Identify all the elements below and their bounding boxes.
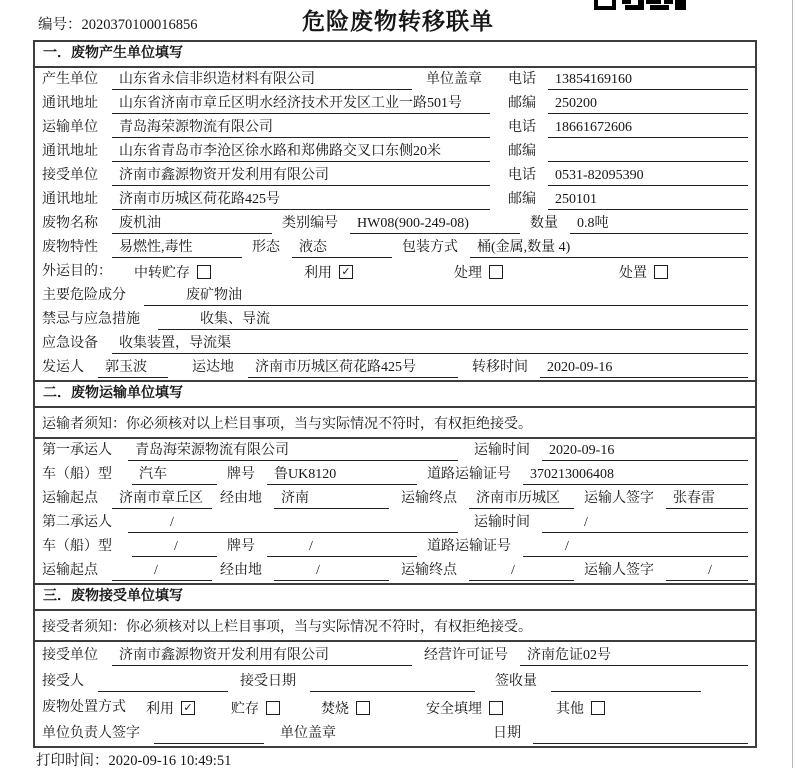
checkbox-landfill (426, 698, 556, 718)
destination-label: 运达地 (192, 360, 234, 375)
checkbox-checked-icon: ✓ (339, 265, 353, 279)
receiver-phone-field: 0531-82095390 (548, 166, 748, 186)
accept-date-field (310, 672, 475, 692)
section3-header: 三．废物接受单位填写 (35, 583, 755, 611)
phone-label: 电话 (508, 168, 536, 183)
received-qty-label: 签收量 (495, 674, 537, 689)
receiver-address-field: 济南市历城区荷花路425号 (112, 190, 490, 210)
second-carrier-field: / (128, 513, 458, 533)
checkbox-transit-storage (134, 262, 304, 282)
phone-label: 电话 (508, 72, 536, 87)
plate-number-label: 牌号 (227, 467, 255, 482)
disposal-method-row (35, 694, 755, 720)
carrier-signature2-field: / (666, 561, 748, 581)
transporter-notice-text: 运输者须知：你必须核对以上栏目事项，当与实际情况不符时，有权拒绝接受。 (42, 416, 532, 432)
transport-time-field: 2020-09-16 (542, 441, 748, 461)
destination-field: 济南市历城区荷花路425号 (248, 358, 458, 378)
option-label: 安全填埋 (426, 702, 482, 717)
received-qty-field (551, 672, 701, 692)
road-license-label: 道路运输证号 (427, 539, 511, 554)
transport-time-label: 运输时间 (474, 515, 530, 530)
consignor-label: 发运人 (42, 360, 84, 375)
producer-unit-field: 山东省永信非织造材料有限公司 (112, 70, 412, 90)
option-label: 中转贮存 (134, 266, 190, 281)
plate-number-field: 鲁UK8120 (267, 465, 417, 485)
phone-label: 电话 (508, 120, 536, 135)
emergency-equipment-label: 应急设备 (42, 336, 98, 351)
transporter-phone-field: 18661672606 (548, 118, 748, 138)
address-label: 通讯地址 (42, 192, 98, 207)
quantity-label: 数量 (530, 216, 558, 231)
checkbox-icon (591, 701, 605, 715)
print-time-label: 打印时间： (36, 753, 109, 768)
accepting-unit-field: 济南市鑫源物资开发利用有限公司 (112, 646, 412, 666)
checkbox-other (556, 698, 605, 718)
form-label: 形态 (252, 240, 280, 255)
carrier-signature-field: 张春雷 (666, 489, 748, 509)
transporter-address-field: 山东省青岛市李沧区徐水路和郑佛路交叉口东侧20米 (112, 142, 490, 162)
transporter-unit-label: 运输单位 (42, 120, 98, 135)
emergency-measures-label: 禁忌与应急措施 (42, 312, 140, 327)
checkbox-icon (266, 701, 280, 715)
first-carrier-field: 青岛海荣源物流有限公司 (128, 441, 458, 461)
via-label: 经由地 (220, 491, 262, 506)
via2-field: / (274, 561, 389, 581)
acceptor-label: 接受人 (42, 674, 84, 689)
carrier-signature-label: 运输人签字 (584, 563, 654, 578)
first-carrier-row (35, 439, 755, 463)
producer-address-field: 山东省济南市章丘区明水经济技术开发区工业一路501号 (112, 94, 490, 114)
address-label: 通讯地址 (42, 96, 98, 111)
road-license2-field: / (523, 537, 748, 557)
head-signature-field (154, 724, 264, 744)
emergency-equipment-field: 收集装置，导流渠 (112, 334, 748, 354)
waste-character-row (35, 236, 755, 260)
vehicle-type-label: 车（船）型 (42, 467, 112, 482)
road-license-field: 370213006408 (523, 465, 748, 485)
checkbox-dispose (619, 262, 668, 282)
head-signature-label: 单位负责人签字 (42, 726, 140, 741)
head-signature-row (35, 720, 755, 746)
option-label: 利用 (146, 702, 174, 717)
zip-label: 邮编 (508, 144, 536, 159)
zip-label: 邮编 (508, 192, 536, 207)
transporter-notice-row (35, 408, 755, 439)
checkbox-treat (454, 262, 619, 282)
address-label: 通讯地址 (42, 144, 98, 159)
endpoint-label: 运输终点 (401, 491, 457, 506)
consignor-field: 郭玉波 (98, 358, 168, 378)
transporter-unit-row (35, 116, 755, 140)
option-label: 处理 (454, 266, 482, 281)
waste-character-label: 废物特性 (42, 240, 98, 255)
waste-character-field: 易燃性,毒性 (112, 238, 242, 258)
accepting-unit-label: 接受单位 (42, 648, 98, 663)
transfer-time-label: 转移时间 (472, 360, 528, 375)
endpoint-field: 济南市历城区 (469, 489, 574, 509)
first-carrier-label: 第一承运人 (42, 443, 112, 458)
transfer-purpose-label: 外运目的： (42, 264, 112, 279)
zip-label: 邮编 (508, 96, 536, 111)
producer-unit-row (35, 68, 755, 92)
emergency-measures-field: 收集、导流 (158, 310, 748, 330)
print-time-value: 2020-09-16 10:49:51 (108, 753, 232, 768)
via-label: 经由地 (220, 563, 262, 578)
receiver-notice-text: 接受者须知：你必须核对以上栏目事项，当与实际情况不符时，有权拒绝接受。 (42, 619, 532, 635)
page-right-edge-divider (792, 0, 793, 768)
doc-number-value: 2020370100016856 (81, 17, 198, 33)
unit-seal-label: 单位盖章 (280, 726, 336, 741)
waste-name-field: 废机油 (112, 214, 272, 234)
doc-number-label: 编号： (38, 17, 82, 33)
receiver-address-row (35, 188, 755, 212)
plate-number-label: 牌号 (227, 539, 255, 554)
receiver-zip-field: 250101 (548, 190, 748, 210)
emergency-equipment-row (35, 332, 755, 356)
route2-row (35, 559, 755, 583)
permit-number-label: 经营许可证号 (424, 648, 508, 663)
acceptor-field (98, 672, 228, 692)
via-field: 济南 (274, 489, 389, 509)
plate-number2-field: / (267, 537, 417, 557)
road-license-label: 道路运输证号 (427, 467, 511, 482)
origin-label: 运输起点 (42, 491, 98, 506)
checkbox-utilize (146, 698, 231, 718)
origin-field: 济南市章丘区 (112, 489, 212, 509)
second-carrier-label: 第二承运人 (42, 515, 112, 530)
producer-zip-field: 250200 (548, 94, 748, 114)
producer-unit-label: 产生单位 (42, 72, 98, 87)
endpoint-label: 运输终点 (401, 563, 457, 578)
carrier-signature-label: 运输人签字 (584, 491, 654, 506)
checkbox-checked-icon: ✓ (181, 701, 195, 715)
route1-row (35, 487, 755, 511)
receiver-notice-row (35, 611, 755, 642)
transfer-purpose-row (35, 260, 755, 284)
checkbox-utilize (304, 262, 454, 282)
option-label: 其他 (556, 702, 584, 717)
transport-time-label: 运输时间 (474, 443, 530, 458)
hazard-component-label: 主要危险成分 (42, 288, 126, 303)
receiver-unit-field: 济南市鑫源物资开发利用有限公司 (112, 166, 490, 186)
date-label: 日期 (493, 726, 521, 741)
emergency-measures-row (35, 308, 755, 332)
hazard-component-row (35, 284, 755, 308)
vehicle-type-label: 车（船）型 (42, 539, 112, 554)
vehicle1-row (35, 463, 755, 487)
permit-number-field: 济南危证02号 (520, 646, 748, 666)
manifest-form-table (33, 40, 757, 748)
category-code-label: 类别编号 (282, 216, 338, 231)
producer-address-row (35, 92, 755, 116)
disposal-method-label: 废物处置方式 (42, 700, 126, 715)
vehicle-type-field: 汽车 (132, 465, 217, 485)
section1-header: 一．废物产生单位填写 (35, 42, 755, 68)
endpoint2-field: / (469, 561, 574, 581)
origin-label: 运输起点 (42, 563, 98, 578)
transport-time2-field: / (542, 513, 748, 533)
option-label: 处置 (619, 266, 647, 281)
transporter-unit-field: 青岛海荣源物流有限公司 (112, 118, 490, 138)
checkbox-icon (654, 265, 668, 279)
packing-label: 包装方式 (402, 240, 458, 255)
vehicle2-row (35, 535, 755, 559)
form-field: 液态 (292, 238, 392, 258)
packing-field: 桶(金属,数量 4) (470, 238, 748, 258)
option-label: 焚烧 (321, 702, 349, 717)
category-code-field: HW08(900-249-08) (350, 214, 520, 234)
hazard-component-field: 废矿物油 (144, 286, 748, 306)
accept-date-label: 接受日期 (240, 674, 296, 689)
acceptor-row (35, 668, 755, 694)
quantity-field: 0.8吨 (570, 214, 748, 234)
receiver-unit-label: 接受单位 (42, 168, 98, 183)
unit-seal-label: 单位盖章 (426, 72, 482, 87)
page-title: 危险废物转移联单 (302, 9, 494, 34)
checkbox-icon (197, 265, 211, 279)
second-carrier-row (35, 511, 755, 535)
option-label: 贮存 (231, 702, 259, 717)
transfer-time-field: 2020-09-16 (540, 358, 748, 378)
producer-phone-field: 13854169160 (548, 70, 748, 90)
print-time (36, 749, 231, 768)
checkbox-icon (489, 701, 503, 715)
checkbox-icon (489, 265, 503, 279)
waste-name-label: 废物名称 (42, 216, 98, 231)
transporter-zip-field (548, 142, 748, 162)
transporter-address-row (35, 140, 755, 164)
origin2-field: / (112, 561, 212, 581)
date-field (533, 724, 748, 744)
waste-name-row (35, 212, 755, 236)
option-label: 利用 (304, 266, 332, 281)
checkbox-storage (231, 698, 321, 718)
accepting-unit-row (35, 642, 755, 668)
consignor-row (35, 356, 755, 380)
receiver-unit-row (35, 164, 755, 188)
checkbox-incinerate (321, 698, 426, 718)
section2-header: 二．废物运输单位填写 (35, 380, 755, 408)
vehicle-type2-field: / (132, 537, 217, 557)
checkbox-icon (356, 701, 370, 715)
